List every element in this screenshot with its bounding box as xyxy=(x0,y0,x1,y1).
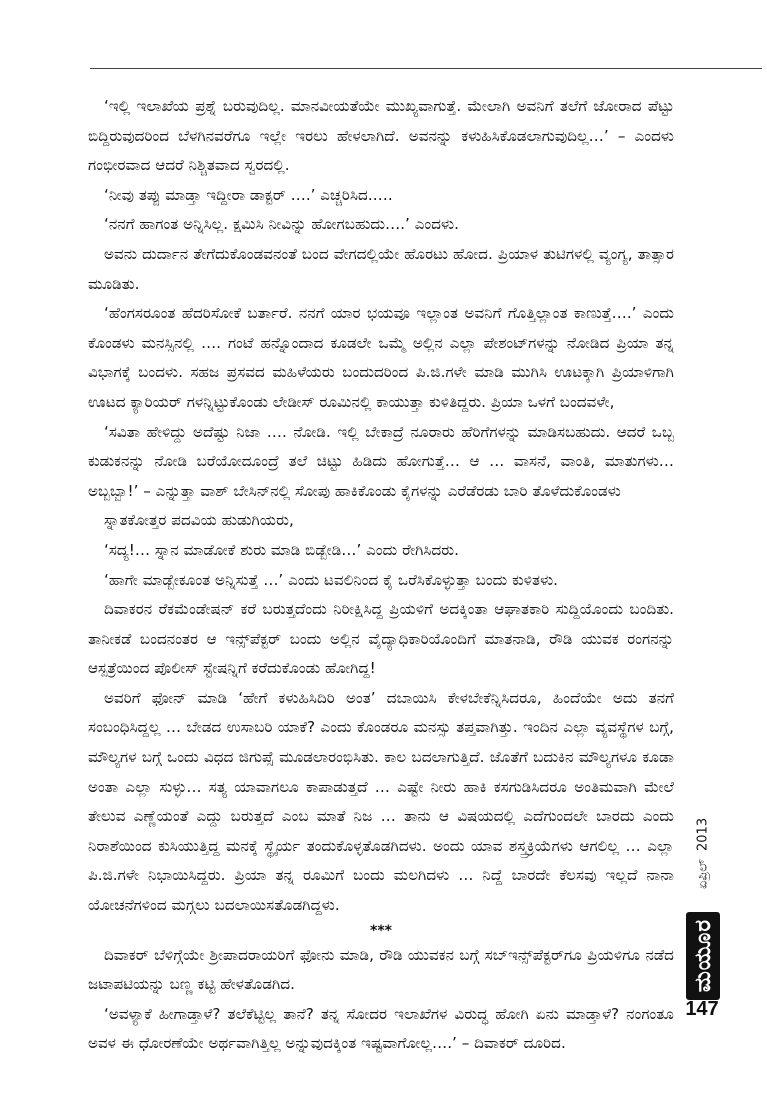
magazine-name: ಮಯೂರ xyxy=(690,919,716,993)
section-separator: *** xyxy=(370,922,392,939)
paragraph: ಅವನು ದುರ್ದಾನ ತೇಗೆದುಕೊಂಡವನಂತೆ ಬಂದ ವೇಗದಲ್ಲಿಯೇ ಹೊರಟು ಹೋದ. ಪ್ರಿಯಾಳ ತುಟಿಗಳಲ್ಲಿ ವ್ಯಂಗ್ಯ, ತಾತ್ಸಾರ ಮೂಡಿತು. xyxy=(88,244,674,293)
paragraph: ದಿವಾಕರ್ ಬೆಳಿಗ್ಗೆಯೇ ಶ್ರೀಪಾದರಾಯರಿಗೆ ಫೋನು ಮಾಡಿ, ರೌಡಿ ಯುವಕನ ಬಗ್ಗೆ ಸಬ್‌ಇನ್ಸ್‌ಪೆಕ್ಟರ್‌ಗೂ ಪ್ರಿಯಳಿಗೂ ನಡೆದ ಜಟಾಪಟಿಯನ್ನು ಬಣ್ಣ ಕಟ್ಟಿ ಹೇಳತೊಡಗಿದ. xyxy=(88,945,674,994)
paragraph: ದಿವಾಕರನ ರೆಕಮೆಂಡೇಷನ್ ಕರೆ ಬರುತ್ತದೆಂದು ನಿರೀಕ್ಷಿಸಿದ್ದ ಪ್ರಿಯಳಿಗೆ ಅದಕ್ಕಿಂತಾ ಆಘಾತಕಾರಿ ಸುದ್ದಿಯೊಂದು ಬಂದಿತು. ತಾನೀಕಡೆ ಬಂದನಂತರ ಆ ಇನ್ಸ್‌ಪೆಕ್ಟರ್ ಬಂದು ಅಲ್ಲಿನ ವೈದ್ಯಾಧಿಕಾರಿಯೊಂದಿಗೆ ಮಾತನಾಡಿ, ರೌಡಿ ಯುವಕ ರಂಗನನ್ನು ಆಸ್ಪತ್ರೆಯಿಂದ ಪೊಲೀಸ್ ಸ್ಟೇಷನ್ನಿಗೆ ಕರೆದುಕೊಂಡು ಹೋಗಿದ್ದ! xyxy=(88,600,674,678)
paragraph: ‘ಹೆಂಗಸರೂಂತ ಹೆದರಿಸೋಕೆ ಬರ್ತಾರೆ. ನನಗೆ ಯಾರ ಭಯವೂ ಇಲ್ಲಾಂತ ಅವನಿಗೆ ಗೊತ್ತಿಲ್ಲಾಂತ ಕಾಣುತ್ತೆ….’ ಎಂದು ಕೊಂಡಳು ಮನಸ್ಸಿನಲ್ಲಿ …. ಗಂಟೆ ಹನ್ನೊಂದಾದ ಕೂಡಲೇ ಒಮ್ಮೆ ಅಲ್ಲಿನ ಎಲ್ಲಾ ಪೇಶಂಟ್‌ಗಳನ್ನು ನೋಡಿದ ಪ್ರಿಯಾ ತನ್ನ ವಿಭಾಗಕ್ಕೆ ಬಂದಳು. ಸಹಜ ಪ್ರಸವದ ಮಹಿಳೆಯರು ಬಂದುದರಿಂದ ಪಿ.ಜಿ.ಗಳೇ ಮಾಡಿ ಮುಗಿಸಿ ಊಟಕ್ಕಾಗಿ ಪ್ರಿಯಾಳಿಗಾಗಿ ಊಟದ ಕ್ಯಾರಿಯರ್ ಗಳನ್ನಿಟ್ಟುಕೊಂಡು ಲೇಡೀಸ್ ರೂಮಿನಲ್ಲಿ ಕಾಯುತ್ತಾ ಕುಳಿತಿದ್ದರು. ಪ್ರಿಯಾ ಒಳಗೆ ಬಂದವಳೇ, xyxy=(88,304,674,411)
paragraph: ‘ಸವಿತಾ ಹೇಳಿದ್ದು ಅದೆಷ್ಟು ನಿಜಾ …. ನೋಡಿ. ಇಲ್ಲಿ ಬೇಕಾದ್ರೆ ನೂರಾರು ಹೆರಿಗೆಗಳನ್ನು ಮಾಡಿಸಬಹುದು. ಆದರೆ ಒಬ್ಬ ಕುಡುಕನನ್ನು ನೋಡಿ ಬರೆಯೋದೂಂದ್ರೆ ತಲೆ ಚಿಟ್ಟು ಹಿಡಿದು ಹೋಗುತ್ತೆ… ಆ … ವಾಸನೆ, ವಾಂತಿ, ಮಾತುಗಳು… ಅಬ್ಬಬ್ಬಾ!’ – ಎನ್ನುತ್ತಾ ವಾಶ್ ಬೇಸಿನ್‌ನಲ್ಲಿ ಸೋಪು ಹಾಕಿಕೊಂಡು ಕೈಗಳನ್ನು ಎರೆಡೆರಡು ಬಾರಿ ತೊಳೆದುಕೊಂಡಳು xyxy=(88,422,674,500)
paragraph: ‘ಇಲ್ಲಿ ಇಲಾಖೆಯ ಪ್ರಶ್ನೆ ಬರುವುದಿಲ್ಲ. ಮಾನವೀಯತೆಯೇ ಮುಖ್ಯವಾಗುತ್ತೆ. ಮೇಲಾಗಿ ಅವನಿಗೆ ತಲೆಗೆ ಜೋರಾದ ಪೆಟ್ಟು ಬಿದ್ದಿರುವುದರಿಂದ ಬೆಳಗಿನವರೆಗೂ ಇಲ್ಲೇ ಇರಲು ಹೇಳಲಾಗಿದೆ. ಅವನನ್ನು ಕಳುಹಿಸಿಕೊಡಲಾಗುವುದಿಲ್ಲ…’ – ಎಂದಳು ಗಂಭೀರವಾದ ಆದರೆ ನಿಶ್ಚಿತವಾದ ಸ್ವರದಲ್ಲಿ. xyxy=(88,97,674,175)
paragraph: ಅವರಿಗೆ ಫೋನ್ ಮಾಡಿ ‘ಹೇಗೆ ಕಳುಹಿಸಿದಿರಿ ಅಂತ’ ದಬಾಯಿಸಿ ಕೇಳಬೇಕೆನ್ನಿಸಿದರೂ, ಹಿಂದೆಯೇ ಅದು ತನಗೆ ಸಂಬಂಧಿಸಿದ್ದಲ್ಲ … ಬೇಡದ ಉಸಾಬರಿ ಯಾಕೆ? ಎಂದು ಕೊಂಡರೂ ಮನಸ್ಸು ತಪ್ತವಾಗಿತ್ತು. ಇಂದಿನ ಎಲ್ಲಾ ವ್ಯವಸ್ಥೆಗಳ ಬಗ್ಗೆ, ಮೌಲ್ಯಗಳ ಬಗ್ಗೆ ಒಂದು ವಿಧದ ಜಿಗುಪ್ಸೆ ಮೂಡಲಾರಂಭಿಸಿತು. ಕಾಲ ಬದಲಾಗುತ್ತಿದೆ. ಜೊತೆಗೆ ಬದುಕಿನ ಮೌಲ್ಯಗಳೂ ಕೂಡಾ ಅಂತಾ ಎಲ್ಲಾ ಸುಳ್ಳು… ಸತ್ಯ ಯಾವಾಗಲೂ ಕಾಪಾಡುತ್ತದೆ … ಎಷ್ಟೇ ನೀರು ಹಾಕಿ ಕಸಗುಡಿಸಿದರೂ ಅಂತಿಮವಾಗಿ ಮೇಲೆ ತೇಲುವ ಎಣ್ಣೆಯಂತೆ ಎದ್ದು ಬರುತ್ತದೆ ಎಂಬ ಮಾತೆ ನಿಜ … ತಾನು ಆ ವಿಷಯದಲ್ಲಿ ಎದೆಗುಂದಲೇ ಬಾರದು ಎಂದು ನಿರಾಶೆಯಿಂದ ಕುಸಿಯುತ್ತಿದ್ದ ಮನಕ್ಕೆ ಸ್ಥೈರ್ಯ ತಂದುಕೊಳ್ಳತೊಡಗಿದಳು. ಅಂದು ಯಾವ ಶಸ್ತ್ರಕ್ರಿಯೆಗಳು ಆಗಲಿಲ್ಲ … ಎಲ್ಲಾ ಪಿ.ಜಿ.ಗಳೇ ನಿಭಾಯಿಸಿದ್ದರು. ಪ್ರಿಯಾ ತನ್ನ ರೂಮಿಗೆ ಬಂದು ಮಲಗಿದಳು … ನಿದ್ದೆ ಬಾರದೇ ಕೆಲಸವು ಇಲ್ಲದೆ ನಾನಾ ಯೋಚನೆಗಳಿಂದ ಮಗ್ಗಲು ಬದಲಾಯಿಸತೊಡಗಿದ್ದಳು. xyxy=(88,688,674,915)
issue-date xyxy=(688,798,718,908)
article-body xyxy=(88,92,674,1059)
paragraph: ‘ಸದ್ಯ!… ಸ್ನಾನ ಮಾಡೋಕೆ ಶುರು ಮಾಡಿ ಬಿಡ್ಬೇಡಿ…’ ಎಂದು ರೇಗಿಸಿದರು. xyxy=(104,540,459,559)
paragraph: ಸ್ನಾತಕೋತ್ತರ ಪದವಿಯ ಹುಡುಗಿಯರು, xyxy=(104,511,294,530)
top-rule xyxy=(90,68,762,69)
page-number: 147 xyxy=(685,998,719,1020)
paragraph: ‘ಅವಳ್ಯಾಕೆ ಹೀಗಾಡ್ತಾಳೆ? ತಲೆಕೆಟ್ಟಿಲ್ಲ ತಾನೆ? ತನ್ನ ಸೋದರ ಇಲಾಖೆಗಳ ವಿರುದ್ಧ ಹೋಗಿ ಏನು ಮಾಡ್ತಾಳೆ? ನಂಗಂತೂ ಅವಳ ಈ ಧೋರಣೆಯೇ ಅರ್ಥವಾಗಿತ್ತಿಲ್ಲ ಅನ್ನುವುದಕ್ಕಿಂತ ಇಷ್ಟವಾಗೋಲ್ಲ….’ – ದಿವಾಕರ್ ದೂರಿದ. xyxy=(88,1004,674,1053)
paragraph: ‘ಹಾಗೇ ಮಾಡ್ಬೇಕೂಂತ ಅನ್ನಿಸುತ್ತೆ …’ ಎಂದು ಟವಲಿನಿಂದ ಕೈ ಒರೆಸಿಕೊಳ್ಳುತ್ತಾ ಬಂದು ಕುಳಿತಳು. xyxy=(104,570,558,589)
magazine-logo xyxy=(686,912,720,1000)
paragraph: ‘ನನಗೆ ಹಾಗಂತ ಅನ್ನಿಸಿಲ್ಲ. ಕ್ಷಮಿಸಿ ನೀವಿನ್ನು ಹೋಗಬಹುದು….’ ಎಂದಳು. xyxy=(104,215,459,234)
issue-year: 2013 xyxy=(695,817,711,851)
issue-month: ಏಪ್ರಿಲ್ xyxy=(695,858,711,889)
paragraph: ‘ನೀವು ತಪ್ಪು ಮಾಡ್ತಾ ಇದ್ದೀರಾ ಡಾಕ್ಟರ್ ….’ ಎಚ್ಚರಿಸಿದ.…. xyxy=(104,185,393,204)
